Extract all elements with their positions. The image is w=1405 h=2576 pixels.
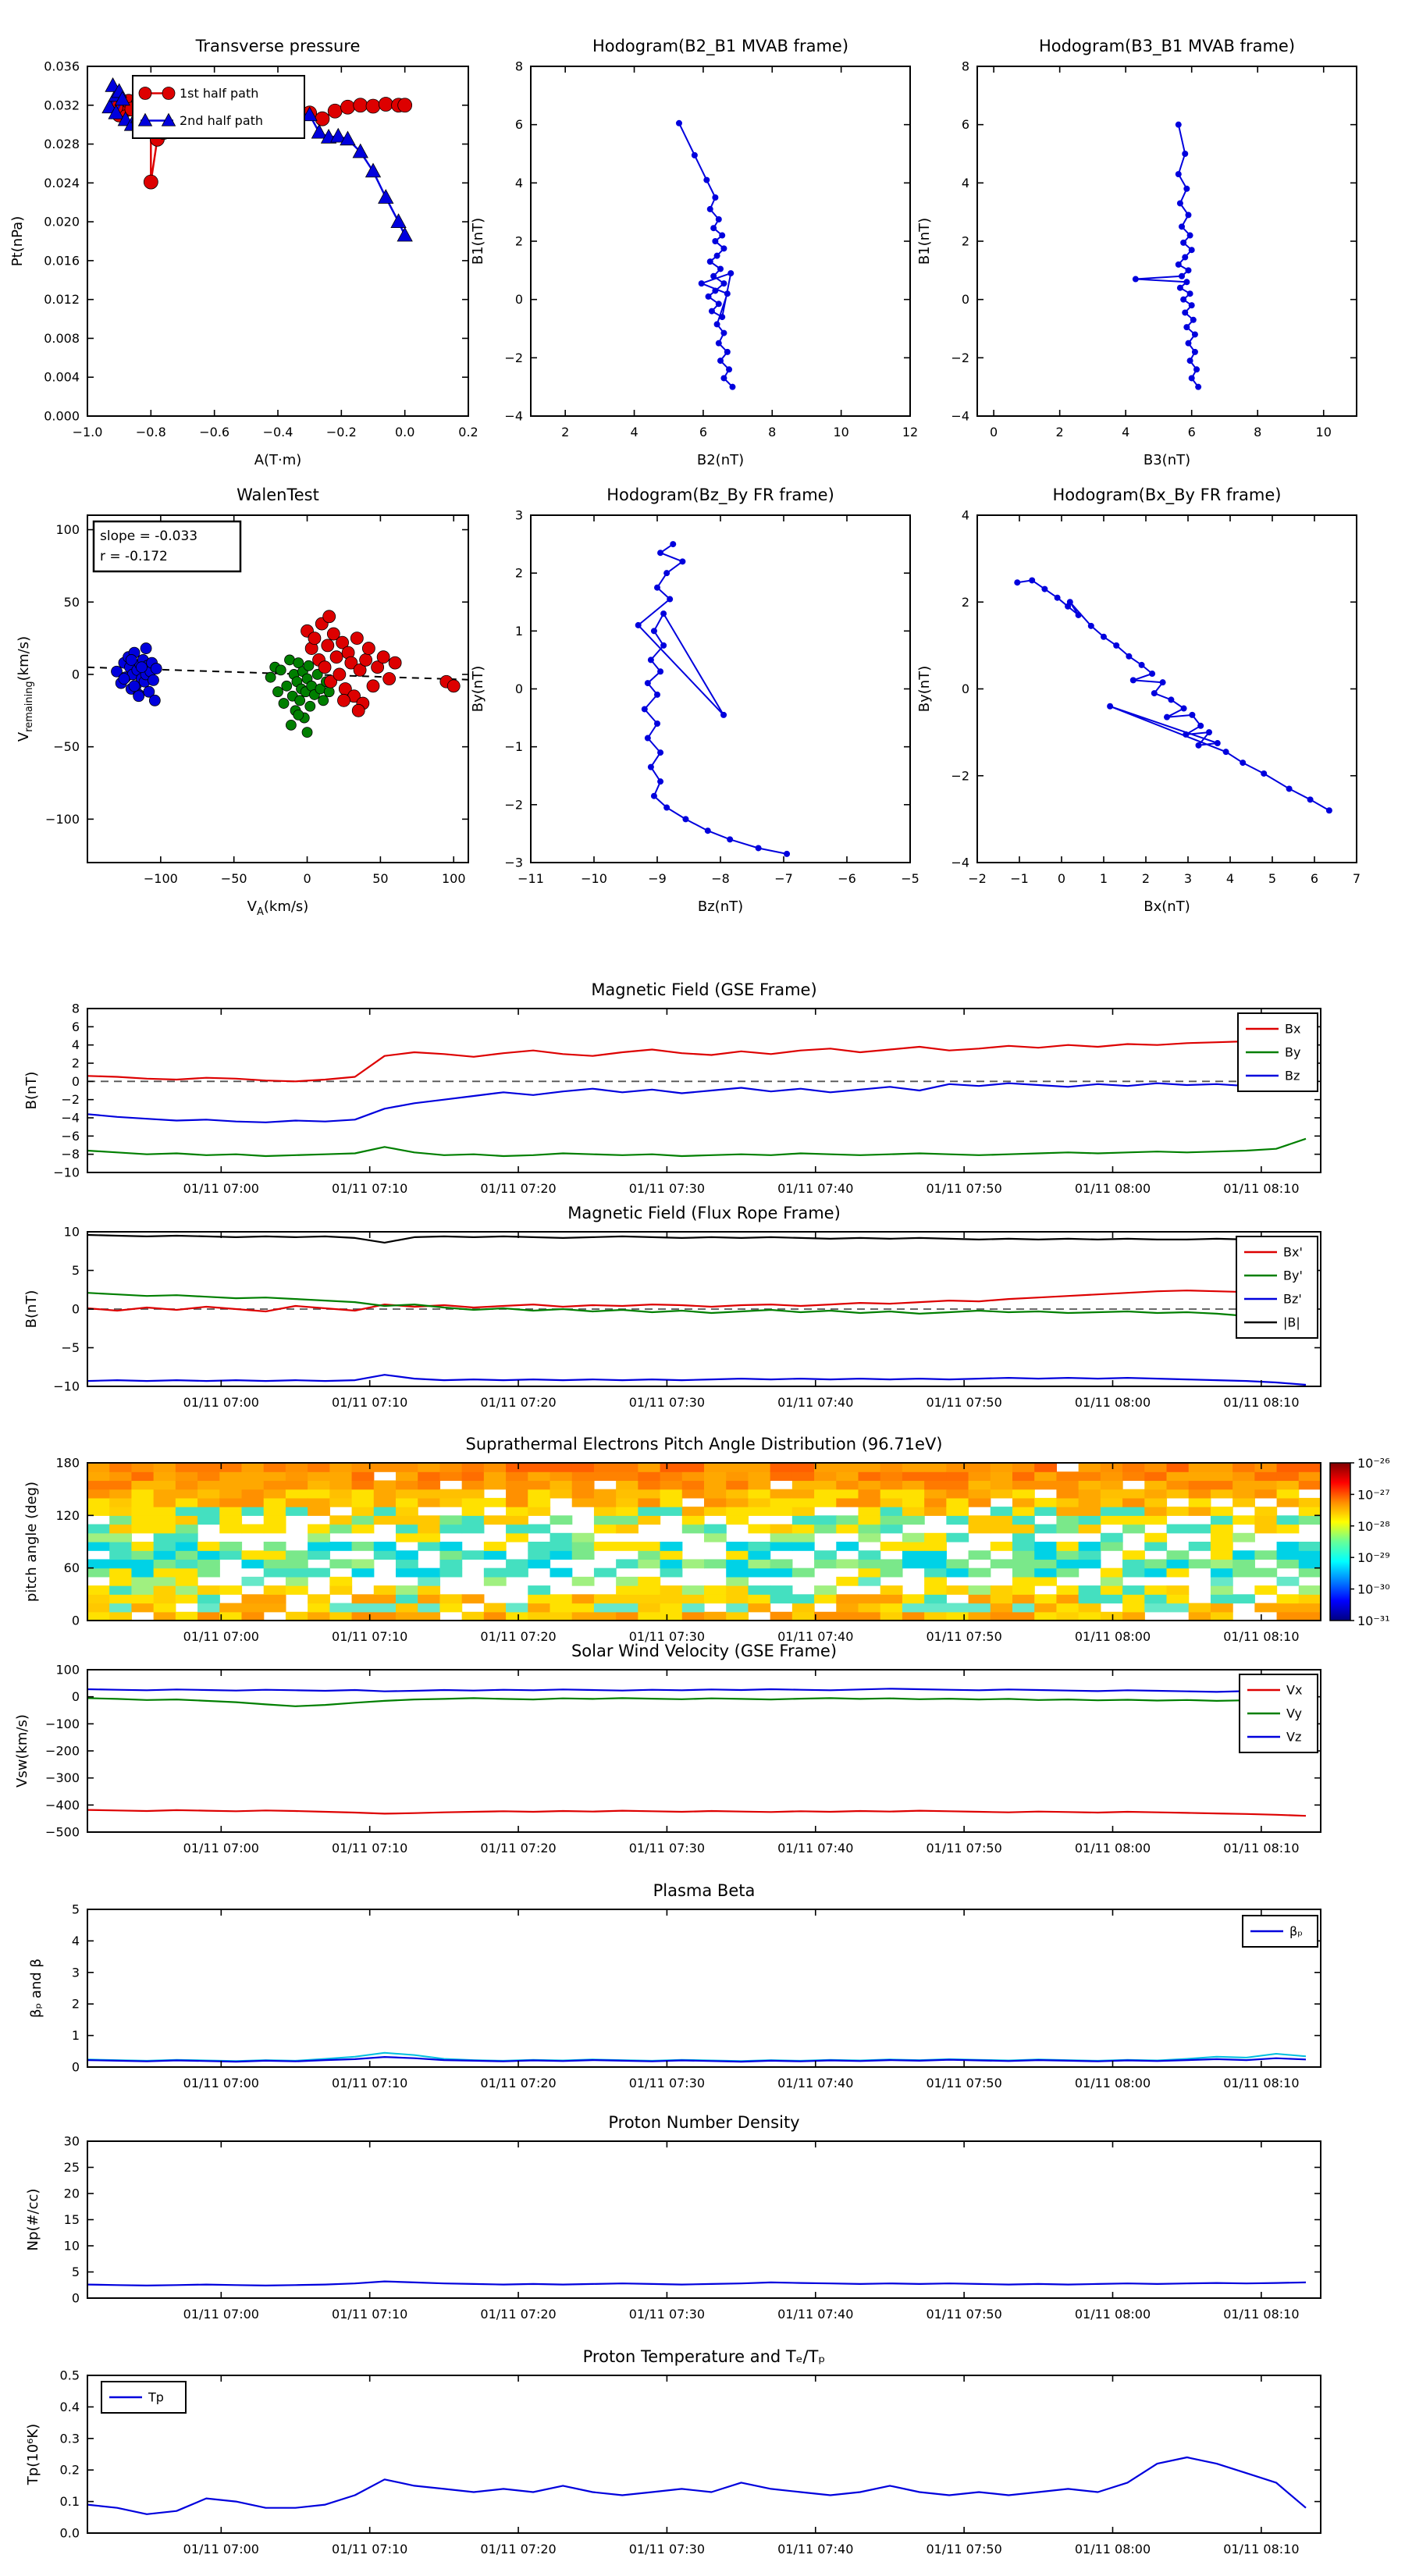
- svg-text:5: 5: [71, 2265, 80, 2279]
- svg-text:B(nT): B(nT): [23, 1071, 40, 1110]
- svg-text:0: 0: [961, 292, 969, 308]
- svg-text:01/11 07:10: 01/11 07:10: [332, 2307, 408, 2322]
- svg-text:01/11 07:20: 01/11 07:20: [480, 2542, 557, 2556]
- svg-text:01/11 07:00: 01/11 07:00: [183, 2076, 259, 2090]
- svg-text:01/11 08:10: 01/11 08:10: [1223, 1395, 1300, 1410]
- svg-text:5: 5: [71, 1263, 80, 1278]
- svg-text:4: 4: [514, 175, 523, 190]
- panel-bgse: [23, 1002, 1321, 1197]
- svg-text:0: 0: [990, 425, 998, 439]
- svg-text:01/11 07:30: 01/11 07:30: [628, 1181, 706, 1196]
- svg-text:1: 1: [514, 623, 523, 639]
- svg-text:01/11 08:10: 01/11 08:10: [1223, 2076, 1300, 2090]
- svg-text:slope = -0.033: slope = -0.033: [100, 528, 198, 544]
- svg-text:0: 0: [514, 292, 523, 308]
- svg-text:7: 7: [1352, 871, 1361, 886]
- svg-text:−4: −4: [61, 1110, 80, 1126]
- svg-text:−100: −100: [143, 871, 178, 886]
- svg-text:12: 12: [902, 425, 919, 439]
- svg-text:01/11 07:10: 01/11 07:10: [332, 1629, 408, 1644]
- svg-text:01/11 07:20: 01/11 07:20: [480, 1181, 557, 1196]
- svg-text:Bz': Bz': [1283, 1291, 1302, 1307]
- svg-text:−0.6: −0.6: [199, 425, 230, 439]
- annotation-walen: [94, 521, 240, 571]
- svg-text:6: 6: [699, 425, 708, 439]
- svg-text:−10: −10: [53, 1379, 80, 1394]
- svg-text:2: 2: [961, 594, 969, 610]
- svg-text:1: 1: [71, 2028, 80, 2044]
- svg-text:−9: −9: [648, 871, 667, 886]
- svg-text:4: 4: [961, 507, 969, 523]
- svg-text:01/11 07:20: 01/11 07:20: [480, 1395, 557, 1410]
- svg-text:01/11 07:10: 01/11 07:10: [332, 1181, 408, 1196]
- svg-text:−4: −4: [951, 855, 969, 870]
- svg-text:01/11 07:00: 01/11 07:00: [183, 1841, 259, 1856]
- legend-bgse: [1238, 1013, 1318, 1091]
- svg-text:8: 8: [1254, 425, 1262, 439]
- svg-text:−3: −3: [504, 855, 523, 870]
- svg-text:0.1: 0.1: [59, 2494, 80, 2510]
- svg-text:0: 0: [514, 681, 523, 696]
- svg-text:50: 50: [372, 871, 389, 886]
- svg-text:−100: −100: [45, 811, 80, 827]
- svg-text:01/11 07:40: 01/11 07:40: [777, 1629, 854, 1644]
- svg-text:0: 0: [71, 1301, 80, 1317]
- svg-text:100: 100: [441, 871, 466, 886]
- svg-text:0: 0: [71, 1613, 80, 1628]
- svg-text:By(nT): By(nT): [470, 665, 486, 713]
- svg-text:01/11 07:10: 01/11 07:10: [332, 2542, 408, 2556]
- svg-text:180: 180: [55, 1455, 80, 1471]
- svg-text:−6: −6: [61, 1128, 80, 1144]
- svg-text:Vz: Vz: [1286, 1729, 1302, 1745]
- svg-text:−2: −2: [951, 768, 969, 784]
- svg-text:2: 2: [514, 233, 523, 249]
- panel-title-vsw: Solar Wind Velocity (GSE Frame): [571, 1642, 838, 1660]
- svg-text:|B|: |B|: [1283, 1315, 1300, 1330]
- svg-text:01/11 07:30: 01/11 07:30: [628, 2542, 706, 2556]
- svg-text:0.4: 0.4: [59, 2399, 80, 2414]
- svg-text:2: 2: [1055, 425, 1064, 439]
- svg-text:Tp(10⁶K): Tp(10⁶K): [25, 2423, 41, 2485]
- svg-text:2: 2: [514, 565, 523, 581]
- svg-text:pitch angle (deg): pitch angle (deg): [23, 1481, 40, 1603]
- svg-text:0: 0: [71, 667, 80, 682]
- svg-text:2: 2: [561, 425, 570, 439]
- legend-vsw: [1240, 1674, 1318, 1752]
- svg-text:0.008: 0.008: [44, 330, 80, 346]
- svg-text:−300: −300: [45, 1770, 80, 1786]
- svg-text:0.2: 0.2: [59, 2462, 80, 2478]
- svg-text:01/11 07:40: 01/11 07:40: [777, 2307, 854, 2322]
- svg-text:4: 4: [1122, 425, 1130, 439]
- svg-text:−200: −200: [45, 1743, 80, 1759]
- svg-text:4: 4: [630, 425, 638, 439]
- svg-text:2: 2: [961, 233, 969, 249]
- svg-text:−1: −1: [504, 739, 523, 755]
- svg-text:120: 120: [55, 1507, 80, 1523]
- svg-text:0.036: 0.036: [44, 59, 80, 74]
- svg-text:3: 3: [71, 1965, 80, 1980]
- svg-text:01/11 07:50: 01/11 07:50: [926, 2076, 1002, 2090]
- svg-text:Bx(nT): Bx(nT): [1144, 898, 1190, 915]
- svg-text:βₚ and β: βₚ and β: [28, 1959, 44, 2018]
- svg-text:0.0: 0.0: [59, 2525, 80, 2541]
- svg-text:01/11 08:00: 01/11 08:00: [1074, 1629, 1151, 1644]
- svg-text:−50: −50: [220, 871, 247, 886]
- svg-text:By: By: [1285, 1044, 1301, 1060]
- legend-pt: [133, 76, 304, 138]
- svg-text:10: 10: [833, 425, 849, 439]
- svg-text:100: 100: [55, 1662, 80, 1678]
- svg-text:10: 10: [1315, 425, 1332, 439]
- svg-text:01/11 07:00: 01/11 07:00: [183, 1181, 259, 1196]
- svg-text:15: 15: [63, 2212, 80, 2227]
- panel-hodozy: [470, 508, 919, 916]
- svg-text:01/11 07:20: 01/11 07:20: [480, 2307, 557, 2322]
- svg-text:−8: −8: [61, 1147, 80, 1162]
- svg-text:B2(nT): B2(nT): [696, 452, 745, 468]
- svg-text:0.020: 0.020: [44, 214, 80, 229]
- svg-text:0: 0: [961, 681, 969, 696]
- panel-bfr: [23, 1225, 1321, 1411]
- panel-title-pad: Suprathermal Electrons Pitch Angle Distribution (96.71eV): [465, 1435, 943, 1453]
- svg-text:3: 3: [514, 507, 523, 523]
- svg-text:0.5: 0.5: [59, 2368, 80, 2383]
- svg-text:0: 0: [71, 1689, 80, 1705]
- svg-text:01/11 07:40: 01/11 07:40: [777, 1841, 854, 1856]
- svg-text:6: 6: [1310, 871, 1319, 886]
- panel-title-walen: WalenTest: [237, 486, 319, 504]
- svg-text:0.028: 0.028: [44, 137, 80, 152]
- panel-title-hodo31: Hodogram(B3_B1 MVAB frame): [1038, 37, 1296, 55]
- panel-tp: [25, 2368, 1321, 2557]
- svg-text:6: 6: [71, 1019, 80, 1034]
- svg-text:01/11 07:50: 01/11 07:50: [926, 1629, 1002, 1644]
- svg-text:r = -0.172: r = -0.172: [100, 549, 168, 564]
- svg-text:By(nT): By(nT): [916, 665, 933, 713]
- svg-text:4: 4: [961, 175, 969, 190]
- svg-text:4: 4: [71, 1933, 80, 1948]
- svg-text:Vy: Vy: [1286, 1706, 1302, 1721]
- svg-text:0.016: 0.016: [44, 253, 80, 269]
- svg-text:01/11 07:00: 01/11 07:00: [183, 2307, 259, 2322]
- panel-title-hodozy: Hodogram(Bz_By FR frame): [606, 486, 834, 504]
- panel-hodoxy: [916, 508, 1361, 916]
- svg-text:Bx: Bx: [1285, 1021, 1301, 1037]
- svg-text:−5: −5: [61, 1340, 80, 1355]
- svg-text:−4: −4: [504, 408, 523, 424]
- svg-text:1: 1: [1099, 871, 1108, 886]
- panel-title-hodoxy: Hodogram(Bx_By FR frame): [1052, 486, 1282, 504]
- svg-text:8: 8: [71, 1001, 80, 1016]
- svg-text:10: 10: [63, 1224, 80, 1240]
- svg-text:01/11 08:10: 01/11 08:10: [1223, 2542, 1300, 2556]
- svg-text:10⁻²⁹: 10⁻²⁹: [1357, 1550, 1390, 1566]
- svg-text:0.0: 0.0: [394, 425, 415, 439]
- panel-title-np: Proton Number Density: [608, 2113, 800, 2132]
- svg-text:01/11 07:00: 01/11 07:00: [183, 1629, 259, 1644]
- legend-bfr: [1236, 1236, 1318, 1338]
- svg-text:VA(km/s): $V_A(km/s)$: [247, 898, 309, 918]
- svg-text:0: 0: [1057, 871, 1066, 886]
- svg-text:0: 0: [71, 2290, 80, 2306]
- svg-text:0: 0: [303, 871, 311, 886]
- svg-text:B3(nT): B3(nT): [1143, 452, 1191, 468]
- svg-text:01/11 07:10: 01/11 07:10: [332, 1395, 408, 1410]
- svg-text:0.024: 0.024: [44, 175, 80, 190]
- svg-text:01/11 07:00: 01/11 07:00: [183, 1395, 259, 1410]
- svg-text:6: 6: [1187, 425, 1196, 439]
- svg-text:Bz(nT): Bz(nT): [697, 898, 744, 915]
- svg-text:−500: −500: [45, 1824, 80, 1840]
- svg-text:10⁻³⁰: 10⁻³⁰: [1357, 1582, 1390, 1597]
- svg-text:5: 5: [71, 1902, 80, 1917]
- svg-text:−2: −2: [504, 350, 523, 365]
- svg-text:B1(nT): B1(nT): [916, 217, 933, 265]
- panel-hodo21: [470, 59, 918, 469]
- svg-text:−10: −10: [581, 871, 607, 886]
- svg-text:0.032: 0.032: [44, 98, 80, 113]
- svg-text:2nd half path: 2nd half path: [180, 113, 264, 128]
- svg-text:2: 2: [71, 1996, 80, 2012]
- svg-text:01/11 08:00: 01/11 08:00: [1074, 1395, 1151, 1410]
- svg-text:B(nT): B(nT): [23, 1290, 40, 1329]
- svg-text:20: 20: [63, 2186, 80, 2201]
- svg-text:−10: −10: [53, 1165, 80, 1180]
- svg-text:10⁻²⁸: 10⁻²⁸: [1357, 1518, 1390, 1534]
- svg-text:−7: −7: [774, 871, 793, 886]
- svg-text:−0.8: −0.8: [135, 425, 166, 439]
- svg-text:1st half path: 1st half path: [180, 86, 259, 101]
- svg-text:01/11 08:10: 01/11 08:10: [1223, 1629, 1300, 1644]
- svg-text:−5: −5: [901, 871, 919, 886]
- svg-text:01/11 07:40: 01/11 07:40: [777, 2542, 854, 2556]
- svg-text:B1(nT): B1(nT): [470, 217, 486, 265]
- panel-np: [25, 2134, 1321, 2322]
- svg-text:01/11 08:00: 01/11 08:00: [1074, 1181, 1151, 1196]
- panel-title-pt: Transverse pressure: [195, 37, 361, 55]
- svg-text:0.012: 0.012: [44, 292, 80, 308]
- svg-text:Pt(nPa): Pt(nPa): [9, 215, 26, 267]
- svg-text:βₚ: βₚ: [1289, 1923, 1304, 1939]
- svg-text:10⁻²⁶: 10⁻²⁶: [1357, 1456, 1390, 1471]
- svg-text:01/11 07:10: 01/11 07:10: [332, 2076, 408, 2090]
- svg-text:01/11 07:30: 01/11 07:30: [628, 2076, 706, 2090]
- svg-text:8: 8: [514, 59, 523, 74]
- svg-text:0.3: 0.3: [59, 2431, 80, 2446]
- svg-text:01/11 08:00: 01/11 08:00: [1074, 1841, 1151, 1856]
- panel-title-beta: Plasma Beta: [653, 1881, 756, 1900]
- panel-title-tp: Proton Temperature and Tₑ/Tₚ: [582, 2347, 826, 2366]
- svg-text:−8: −8: [711, 871, 730, 886]
- panel-walen: [16, 515, 468, 918]
- svg-text:01/11 07:20: 01/11 07:20: [480, 1841, 557, 1856]
- svg-text:0.004: 0.004: [44, 369, 80, 385]
- svg-text:−2: −2: [968, 871, 987, 886]
- panel-title-bfr: Magnetic Field (Flux Rope Frame): [567, 1204, 841, 1222]
- svg-text:By': By': [1283, 1268, 1303, 1283]
- svg-text:60: 60: [63, 1560, 80, 1576]
- svg-text:01/11 07:30: 01/11 07:30: [628, 1395, 706, 1410]
- svg-text:−50: −50: [53, 739, 80, 755]
- svg-text:0.2: 0.2: [458, 425, 478, 439]
- svg-text:01/11 07:20: 01/11 07:20: [480, 1629, 557, 1644]
- svg-text:3: 3: [1183, 871, 1193, 886]
- svg-text:2: 2: [1141, 871, 1151, 886]
- svg-text:01/11 08:10: 01/11 08:10: [1223, 1181, 1300, 1196]
- svg-text:01/11 08:10: 01/11 08:10: [1223, 2307, 1300, 2322]
- svg-text:01/11 07:20: 01/11 07:20: [480, 2076, 557, 2090]
- svg-text:−1.0: −1.0: [72, 425, 103, 439]
- svg-text:10: 10: [63, 2238, 80, 2254]
- svg-text:01/11 07:10: 01/11 07:10: [332, 1841, 408, 1856]
- svg-text:−400: −400: [45, 1797, 80, 1813]
- svg-text:−100: −100: [45, 1716, 80, 1731]
- svg-text:01/11 07:40: 01/11 07:40: [777, 1395, 854, 1410]
- svg-text:5: 5: [1268, 871, 1277, 886]
- svg-text:0: 0: [71, 2059, 80, 2075]
- svg-text:01/11 08:00: 01/11 08:00: [1074, 2542, 1151, 2556]
- panel-pt: [9, 59, 478, 469]
- svg-text:Vsw(km/s): Vsw(km/s): [14, 1714, 30, 1788]
- svg-text:01/11 07:30: 01/11 07:30: [628, 2307, 706, 2322]
- svg-text:4: 4: [1225, 871, 1235, 886]
- panel-title-hodo21: Hodogram(B2_B1 MVAB frame): [592, 37, 849, 55]
- svg-text:01/11 07:50: 01/11 07:50: [926, 1395, 1002, 1410]
- svg-text:01/11 07:50: 01/11 07:50: [926, 1181, 1002, 1196]
- svg-text:30: 30: [63, 2133, 80, 2149]
- svg-text:−1: −1: [1010, 871, 1029, 886]
- svg-text:0.000: 0.000: [44, 408, 80, 424]
- svg-text:01/11 07:40: 01/11 07:40: [777, 1181, 854, 1196]
- svg-text:01/11 08:00: 01/11 08:00: [1074, 2307, 1151, 2322]
- panel-beta: [28, 1902, 1321, 2091]
- svg-text:Bx': Bx': [1283, 1244, 1303, 1260]
- svg-text:−0.2: −0.2: [325, 425, 357, 439]
- svg-text:−4: −4: [951, 408, 969, 424]
- svg-text:01/11 07:00: 01/11 07:00: [183, 2542, 259, 2556]
- svg-text:01/11 07:40: 01/11 07:40: [777, 2076, 854, 2090]
- svg-text:A(T·m): A(T·m): [254, 452, 302, 468]
- panel-pad: [23, 1456, 1390, 1645]
- svg-text:Tp: Tp: [148, 2389, 164, 2405]
- panel-title-bgse: Magnetic Field (GSE Frame): [591, 980, 817, 999]
- svg-text:Vremaining(km/s): $V_{remaining}(km/s)$: [16, 635, 35, 742]
- svg-text:0: 0: [71, 1073, 80, 1089]
- svg-text:8: 8: [768, 425, 777, 439]
- svg-text:Np(#/cc): Np(#/cc): [25, 2188, 41, 2251]
- panel-vsw: [14, 1663, 1321, 1856]
- legend-beta: [1243, 1916, 1318, 1947]
- colorbar: [1330, 1463, 1350, 1621]
- svg-text:8: 8: [961, 59, 969, 74]
- svg-text:−0.4: −0.4: [262, 425, 293, 439]
- svg-text:01/11 07:30: 01/11 07:30: [628, 1841, 706, 1856]
- svg-text:2: 2: [71, 1055, 80, 1071]
- legend-tp: [101, 2382, 186, 2413]
- svg-text:10⁻³¹: 10⁻³¹: [1357, 1614, 1390, 1628]
- svg-text:−6: −6: [838, 871, 856, 886]
- svg-text:6: 6: [961, 117, 969, 133]
- svg-text:10⁻²⁷: 10⁻²⁷: [1357, 1487, 1390, 1503]
- svg-text:6: 6: [514, 117, 523, 133]
- svg-text:01/11 07:50: 01/11 07:50: [926, 1841, 1002, 1856]
- svg-text:01/11 07:50: 01/11 07:50: [926, 2542, 1002, 2556]
- svg-text:Bz: Bz: [1285, 1068, 1300, 1083]
- svg-text:01/11 07:30: 01/11 07:30: [628, 1629, 706, 1644]
- svg-text:50: 50: [63, 594, 80, 610]
- svg-text:−2: −2: [61, 1092, 80, 1108]
- svg-text:25: 25: [63, 2160, 80, 2175]
- svg-text:−2: −2: [951, 350, 969, 365]
- svg-text:−11: −11: [518, 871, 544, 886]
- svg-text:100: 100: [55, 522, 80, 538]
- panel-hodo31: [916, 59, 1357, 469]
- svg-text:−2: −2: [504, 797, 523, 813]
- svg-text:01/11 08:10: 01/11 08:10: [1223, 1841, 1300, 1856]
- svg-text:4: 4: [71, 1037, 80, 1053]
- svg-text:01/11 07:50: 01/11 07:50: [926, 2307, 1002, 2322]
- svg-text:Vx: Vx: [1286, 1682, 1303, 1698]
- svg-text:01/11 08:00: 01/11 08:00: [1074, 2076, 1151, 2090]
